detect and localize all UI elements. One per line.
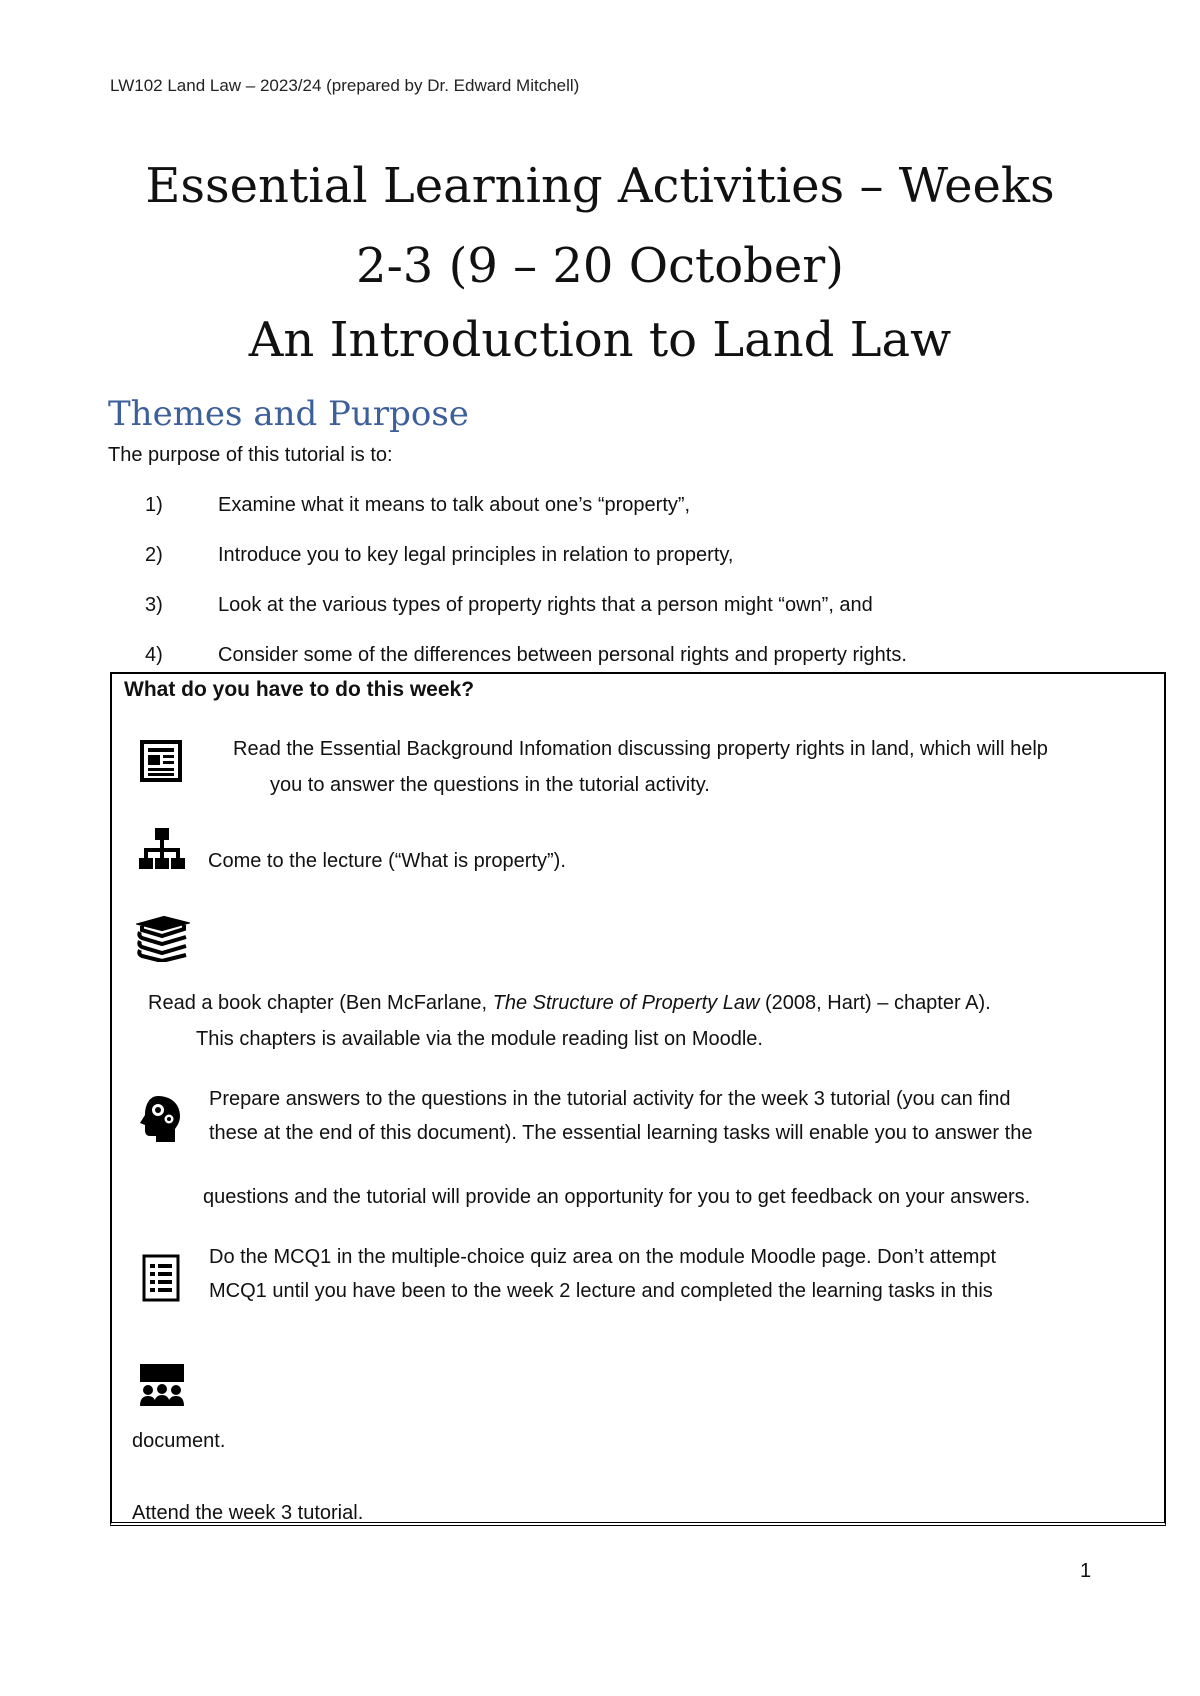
read-background-text-line-2: you to answer the questions in the tutorial activity. <box>270 774 710 796</box>
box-title: What do you have to do this week? <box>124 678 475 701</box>
book-title: The Structure of Property Law <box>492 992 760 1014</box>
prepare-text-line-3: questions and the tutorial will provide an opportunity for you to get feedback on your answers. <box>203 1186 1031 1208</box>
list-item: Consider some of the differences between personal rights and property rights. <box>218 644 907 666</box>
list-number: 1) <box>145 494 163 516</box>
prepare-text-line-1: Prepare answers to the questions in the tutorial activity for the week 3 tutorial (you can find <box>209 1088 1011 1110</box>
list-item: Look at the various types of property rights that a person might “own”, and <box>218 594 873 616</box>
title-line-2: 2-3 (9 – 20 October) <box>356 238 844 294</box>
mcq-text-line-3: document. <box>132 1430 226 1452</box>
intro-text: The purpose of this tutorial is to: <box>108 444 393 466</box>
document-icon <box>140 740 184 782</box>
list-item: Examine what it means to talk about one’s “property”, <box>218 494 691 516</box>
hierarchy-icon <box>138 826 188 876</box>
group-presentation-icon <box>138 1362 188 1408</box>
list-item: Introduce you to key legal principles in relation to property, <box>218 544 734 566</box>
book-chapter-text <box>148 992 991 1015</box>
prepare-text-line-2: these at the end of this document). The essential learning tasks will enable you to answer the <box>209 1122 1033 1144</box>
list-number: 4) <box>145 644 163 666</box>
list-number: 3) <box>145 594 163 616</box>
list-number: 2) <box>145 544 163 566</box>
tutorial-text: Attend the week 3 tutorial. <box>132 1502 364 1524</box>
read-background-text-line-1: Read the Essential Background Infomation discussing property rights in land, which will help <box>233 738 1048 760</box>
book-text-suffix: (2008, Hart) – chapter A). <box>759 992 991 1014</box>
book-text-prefix: Read a book chapter (Ben McFarlane, <box>148 992 493 1014</box>
book-availability-text: This chapters is available via the module reading list on Moodle. <box>196 1028 763 1050</box>
title-line-1: Essential Learning Activities – Weeks <box>145 158 1055 214</box>
head-gears-icon <box>138 1094 182 1144</box>
checklist-icon <box>142 1254 182 1304</box>
section-heading: Themes and Purpose <box>108 394 469 434</box>
mcq-text-line-2: MCQ1 until you have been to the week 2 lecture and completed the learning tasks in this <box>209 1280 993 1302</box>
books-icon <box>136 914 190 962</box>
page-number: 1 <box>1080 1560 1092 1582</box>
running-header: LW102 Land Law – 2023/24 (prepared by Dr. Edward Mitchell) <box>110 76 580 95</box>
title-line-3: An Introduction to Land Law <box>248 312 952 368</box>
mcq-text-line-1: Do the MCQ1 in the multiple-choice quiz area on the module Moodle page. Don’t attempt <box>209 1246 997 1268</box>
lecture-text: Come to the lecture (“What is property”). <box>208 850 566 872</box>
